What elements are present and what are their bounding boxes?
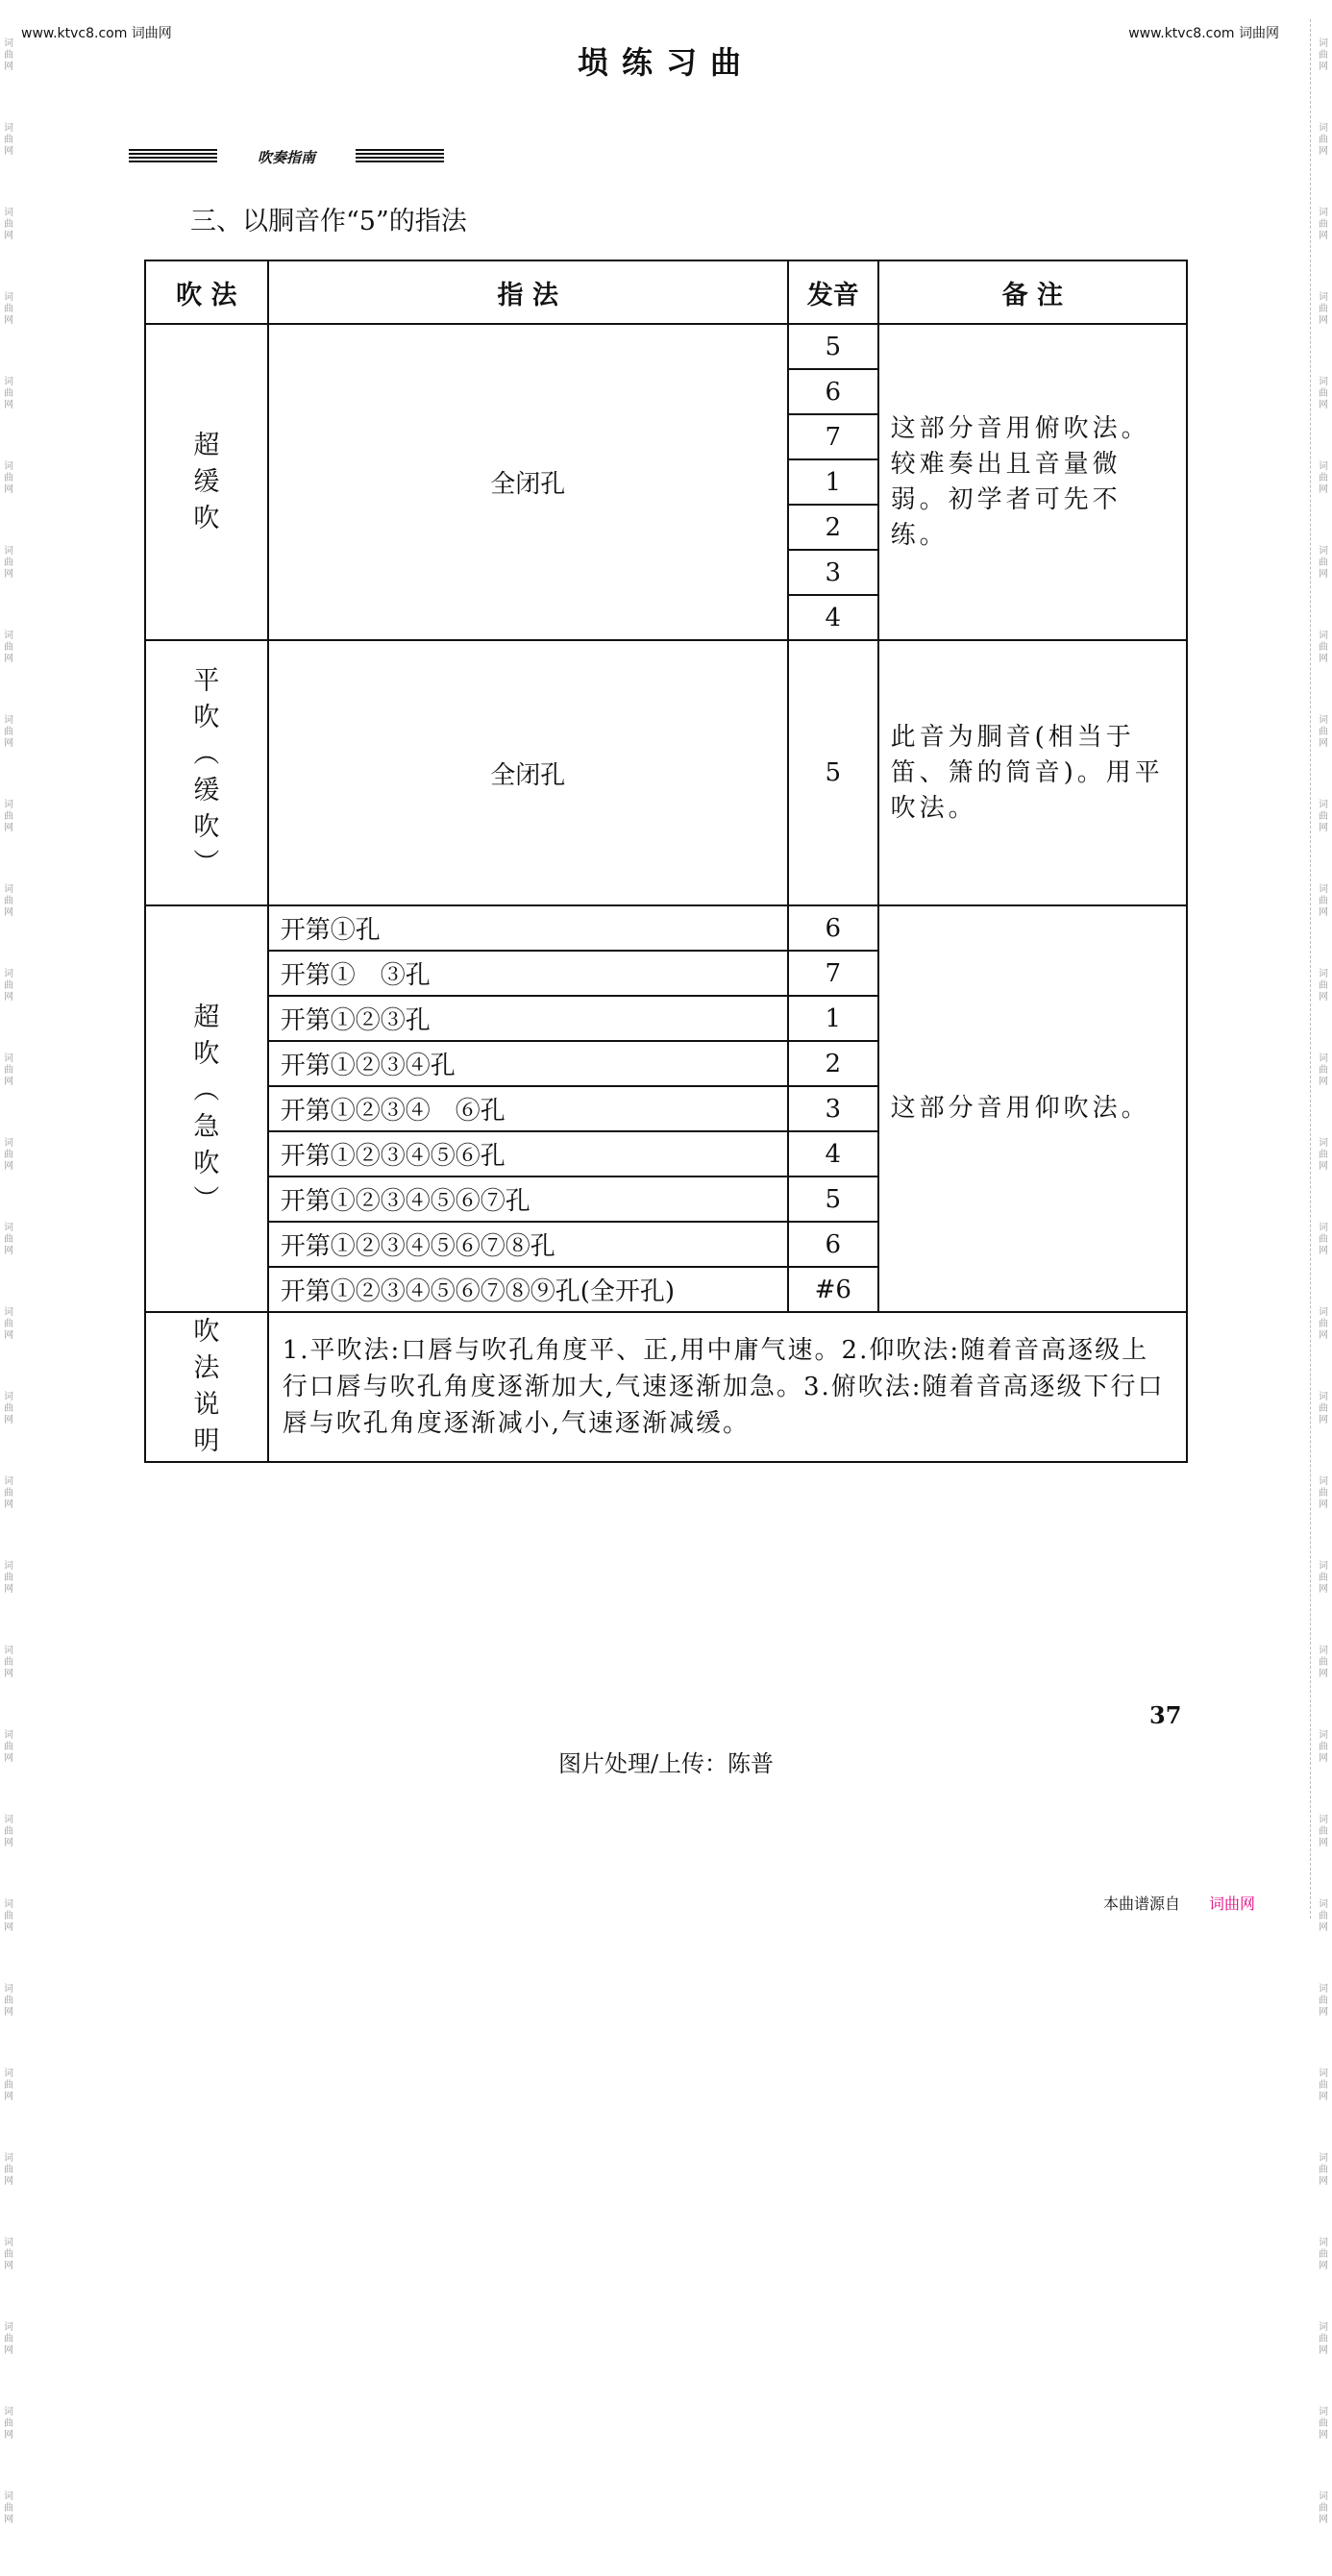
watermark-text: 词曲网 (1319, 1307, 1328, 1341)
header-fingering: 指 法 (268, 260, 788, 324)
explain-char: 明 (193, 1426, 220, 1456)
explain-char: 法 (193, 1353, 220, 1383)
note-cell: 4 (788, 595, 878, 640)
watermark-text: 词曲网 (4, 461, 13, 495)
watermark-text: 词曲网 (4, 1561, 13, 1595)
source-site-link[interactable]: 词曲网 (1209, 1895, 1256, 1913)
watermark-text: 词曲网 (1319, 208, 1328, 241)
watermark-text: 词曲网 (1319, 1223, 1328, 1256)
watermark-text: 词曲网 (1319, 1730, 1328, 1764)
fingering-table (144, 260, 1188, 1463)
method-char: 吹 (193, 1148, 220, 1178)
method-char: ︵ (193, 1075, 220, 1105)
watermark-text: 词曲网 (4, 546, 13, 580)
page-title: 埙练习曲 (577, 44, 754, 81)
watermark-text: 词曲网 (1319, 969, 1328, 1003)
explain-char: 吹 (193, 1317, 220, 1347)
note-cell: 2 (788, 1041, 878, 1086)
watermark-text: 词曲网 (1319, 1815, 1328, 1848)
method-char: 超 (193, 430, 220, 460)
watermark-text: 词曲网 (4, 208, 13, 241)
header-right-site[interactable]: www.ktvc8.com 词曲网 (1128, 26, 1279, 41)
method-char: 吹 (193, 1038, 220, 1069)
note-cell: #6 (788, 1267, 878, 1312)
watermark-text: 词曲网 (4, 884, 13, 918)
watermark-text: 词曲网 (1319, 1984, 1328, 2018)
note-cell: 1 (788, 459, 878, 505)
remark-cell: 这部分音用仰吹法。 (878, 905, 1187, 1312)
table-row (145, 324, 1187, 369)
method-char: ︶ (193, 1184, 220, 1215)
source-credit (1103, 1892, 1255, 1914)
watermark-text: 词曲网 (4, 123, 13, 157)
method-char: ︵ (193, 739, 220, 769)
table-row (145, 640, 1187, 905)
fingering-cell: 全闭孔 (268, 640, 788, 905)
watermark-text: 词曲网 (1319, 1899, 1328, 1933)
fingering-cell: 开第①②③④⑤⑥⑦孔 (268, 1177, 788, 1222)
watermark-text: 词曲网 (1319, 2238, 1328, 2271)
note-cell: 3 (788, 550, 878, 595)
watermark-text: 词曲网 (1319, 715, 1328, 749)
watermark-text: 词曲网 (1319, 292, 1328, 326)
method-cell (145, 324, 268, 640)
footer-credit: 图片处理/上传：陈普 (557, 1750, 775, 1777)
watermark-text: 词曲网 (4, 2407, 13, 2440)
watermark-text: 词曲网 (1319, 2153, 1328, 2187)
watermark-text: 词曲网 (4, 2491, 13, 2525)
explanation-row (145, 1312, 1187, 1462)
note-cell: 7 (788, 951, 878, 996)
section-heading: 三、以胴音作“5”的指法 (190, 207, 467, 236)
section-label: 吹奏指南 (258, 148, 316, 166)
watermark-text: 词曲网 (4, 800, 13, 833)
fingering-cell: 开第①孔 (268, 905, 788, 951)
remark-cell: 此音为胴音(相当于笛、箫的筒音)。用平吹法。 (878, 640, 1187, 905)
watermark-text: 词曲网 (1319, 2407, 1328, 2440)
watermark-text: 词曲网 (4, 969, 13, 1003)
watermark-text: 词曲网 (1319, 1392, 1328, 1425)
note-cell: 4 (788, 1131, 878, 1177)
fingering-cell: 开第①②③④⑤⑥⑦⑧孔 (268, 1222, 788, 1267)
fingering-cell: 全闭孔 (268, 324, 788, 640)
watermark-text: 词曲网 (4, 1307, 13, 1341)
watermark-text: 词曲网 (1319, 2322, 1328, 2356)
explanation-label-cell (145, 1312, 268, 1462)
method-char: 缓 (193, 776, 220, 805)
watermark-text: 词曲网 (4, 1730, 13, 1764)
note-cell: 5 (788, 640, 878, 905)
method-char: 急 (193, 1111, 220, 1142)
watermark-text: 词曲网 (1319, 123, 1328, 157)
watermark-text: 词曲网 (1319, 38, 1328, 72)
decorative-bar-left (129, 149, 217, 164)
fingering-cell: 开第①②③④⑤⑥⑦⑧⑨孔(全开孔) (268, 1267, 788, 1312)
watermark-text: 词曲网 (4, 2068, 13, 2102)
watermark-text: 词曲网 (1319, 546, 1328, 580)
note-cell: 5 (788, 324, 878, 369)
watermark-text: 词曲网 (4, 1899, 13, 1933)
note-cell: 6 (788, 1222, 878, 1267)
method-char: 吹 (193, 703, 220, 732)
header-left-site[interactable]: www.ktvc8.com 词曲网 (21, 26, 172, 41)
watermark-text: 词曲网 (4, 1646, 13, 1679)
watermark-text: 词曲网 (1319, 1053, 1328, 1087)
watermark-text: 词曲网 (1319, 800, 1328, 833)
watermark-text: 词曲网 (1319, 2491, 1328, 2525)
watermark-text: 词曲网 (4, 1476, 13, 1510)
note-cell: 6 (788, 905, 878, 951)
watermark-text: 词曲网 (1319, 2068, 1328, 2102)
note-cell: 5 (788, 1177, 878, 1222)
note-cell: 2 (788, 505, 878, 550)
header-note: 发音 (788, 260, 878, 324)
watermark-text: 词曲网 (4, 631, 13, 664)
watermark-text: 词曲网 (1319, 1646, 1328, 1679)
method-char: 超 (193, 1002, 220, 1032)
watermark-text: 词曲网 (4, 715, 13, 749)
method-char: 平 (193, 666, 220, 696)
section-strip (129, 146, 444, 167)
method-char: 吹 (193, 503, 220, 533)
watermark-text: 词曲网 (1319, 461, 1328, 495)
watermark-text: 词曲网 (4, 2238, 13, 2271)
explanation-text: 1.平吹法:口唇与吹孔角度平、正,用中庸气速。2.仰吹法:随着音高逐级上行口唇与吹孔角度逐渐加大,气速逐渐加急。3.俯吹法:随着音高逐级下行口唇与吹孔角度逐渐减小,气速逐渐减缓。 (268, 1312, 1187, 1462)
watermark-text: 词曲网 (4, 2322, 13, 2356)
table-header-row (145, 260, 1187, 324)
watermark-text: 词曲网 (4, 1392, 13, 1425)
left-watermark-strip (0, 38, 17, 2576)
watermark-text: 词曲网 (1319, 1476, 1328, 1510)
watermark-text: 词曲网 (4, 1815, 13, 1848)
table-row (145, 905, 1187, 951)
method-char: ︶ (193, 849, 220, 879)
watermark-text: 词曲网 (4, 1984, 13, 2018)
watermark-text: 词曲网 (4, 38, 13, 72)
note-cell: 6 (788, 369, 878, 414)
method-char: 吹 (193, 812, 220, 842)
watermark-text: 词曲网 (4, 1138, 13, 1172)
watermark-text: 词曲网 (1319, 1561, 1328, 1595)
note-cell: 3 (788, 1086, 878, 1131)
page-number: 37 (1149, 1701, 1182, 1729)
fingering-cell: 开第①②③④ ⑥孔 (268, 1086, 788, 1131)
right-watermark-strip (1315, 38, 1332, 2576)
page-border-line (1310, 19, 1311, 1919)
watermark-text: 词曲网 (4, 1053, 13, 1087)
watermark-text: 词曲网 (4, 292, 13, 326)
watermark-text: 词曲网 (4, 2153, 13, 2187)
decorative-bar-right (356, 149, 444, 164)
fingering-cell: 开第① ③孔 (268, 951, 788, 996)
note-cell: 7 (788, 414, 878, 459)
method-char: 缓 (193, 466, 220, 497)
fingering-cell: 开第①②③孔 (268, 996, 788, 1041)
watermark-text: 词曲网 (1319, 884, 1328, 918)
watermark-text: 词曲网 (1319, 631, 1328, 664)
fingering-cell: 开第①②③④孔 (268, 1041, 788, 1086)
source-credit-text: 本曲谱源自 (1103, 1895, 1181, 1913)
method-cell (145, 905, 268, 1312)
watermark-text: 词曲网 (4, 1223, 13, 1256)
watermark-text: 词曲网 (1319, 1138, 1328, 1172)
note-cell: 1 (788, 996, 878, 1041)
fingering-cell: 开第①②③④⑤⑥孔 (268, 1131, 788, 1177)
remark-cell: 这部分音用俯吹法。较难奏出且音量微弱。初学者可先不练。 (878, 324, 1187, 640)
watermark-text: 词曲网 (1319, 377, 1328, 410)
explain-char: 说 (193, 1390, 220, 1420)
header-remark: 备 注 (878, 260, 1187, 324)
watermark-text: 词曲网 (4, 377, 13, 410)
method-cell (145, 640, 268, 905)
header-method: 吹 法 (145, 260, 268, 324)
